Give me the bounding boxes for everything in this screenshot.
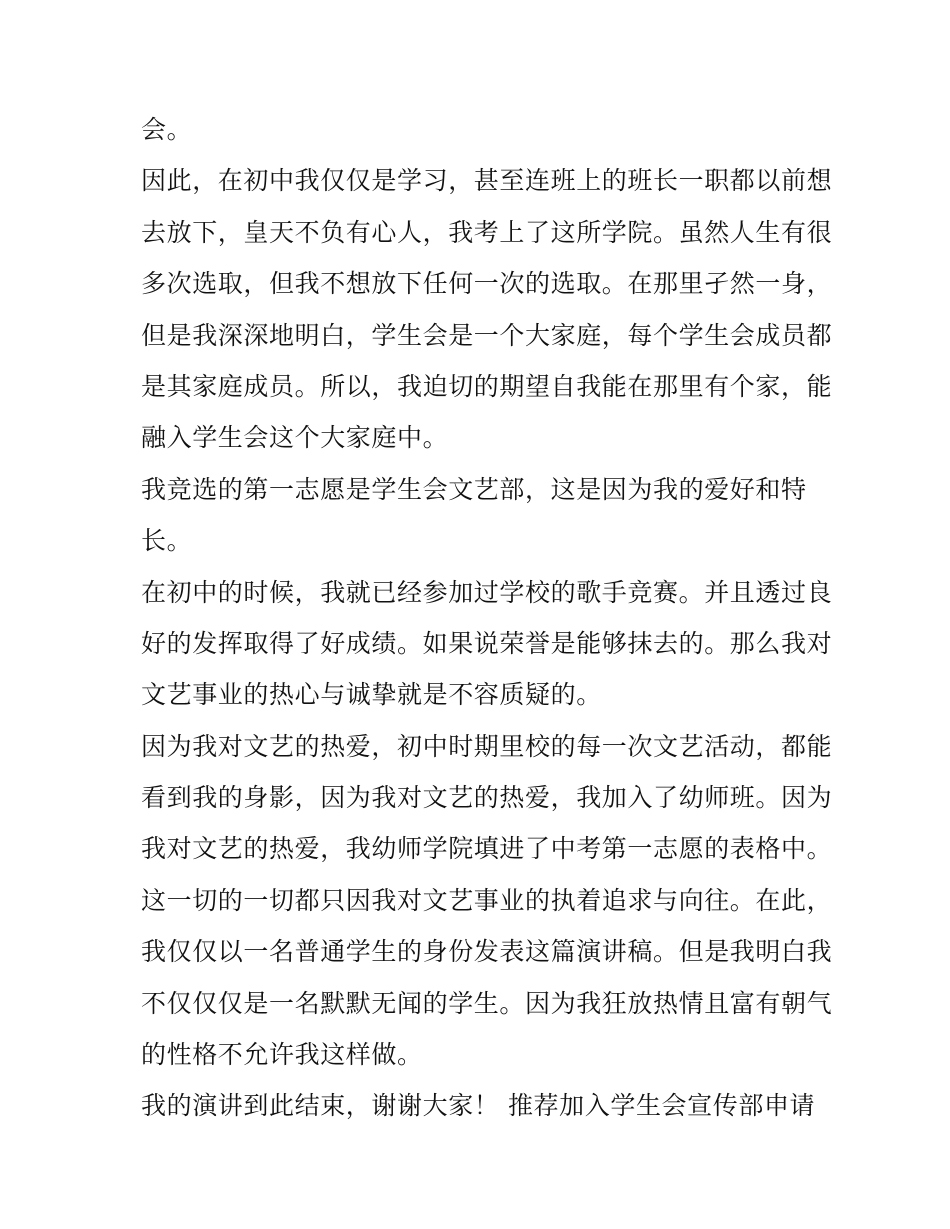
text-line: 因为我对文艺的热爱，初中时期里校的每一次文艺活动，都能: [141, 731, 833, 761]
text-line: 多次选取，但我不想放下任何一次的选取。在那里孑然一身，: [141, 269, 833, 299]
text-line: 好的发挥取得了好成绩。如果说荣誉是能够抹去的。那么我对: [141, 628, 833, 658]
text-line: 我的演讲到此结束，谢谢大家！ 推荐加入学生会宣传部申请: [141, 1091, 816, 1121]
text-line: 因此，在初中我仅仅是学习，甚至连班上的班长一职都以前想: [141, 166, 833, 196]
text-line: 我仅仅以一名普通学生的身份发表这篇演讲稿。但是我明白我: [141, 937, 833, 967]
text-line: 长。: [141, 526, 193, 556]
text-line: 去放下，皇天不负有心人，我考上了这所学院。虽然人生有很: [141, 217, 833, 247]
text-line: 这一切的一切都只因我对文艺事业的执着追求与向往。在此，: [141, 885, 833, 915]
document-body: [141, 104, 831, 1132]
text-line: 是其家庭成员。所以，我迫切的期望自我能在那里有个家，能: [141, 371, 833, 401]
text-line: 我对文艺的热爱，我幼师学院填进了中考第一志愿的表格中。: [141, 834, 833, 864]
text-line: 会。: [141, 115, 193, 144]
text-line: 看到我的身影，因为我对文艺的热爱，我加入了幼师班。因为: [141, 783, 833, 813]
text-line: 在初中的时候，我就已经参加过学校的歌手竞赛。并且透过良: [141, 577, 833, 607]
text-line: 不仅仅仅是一名默默无闻的学生。因为我狂放热情且富有朝气: [141, 988, 833, 1018]
text-line: 我竞选的第一志愿是学生会文艺部，这是因为我的爱好和特: [141, 474, 807, 504]
text-line: 的性格不允许我这样做。: [141, 1040, 423, 1070]
text-line: 但是我深深地明白，学生会是一个大家庭，每个学生会成员都: [141, 320, 833, 350]
text-line: 文艺事业的热心与诚挚就是不容质疑的。: [141, 680, 602, 710]
text-line: 融入学生会这个大家庭中。: [141, 423, 449, 453]
